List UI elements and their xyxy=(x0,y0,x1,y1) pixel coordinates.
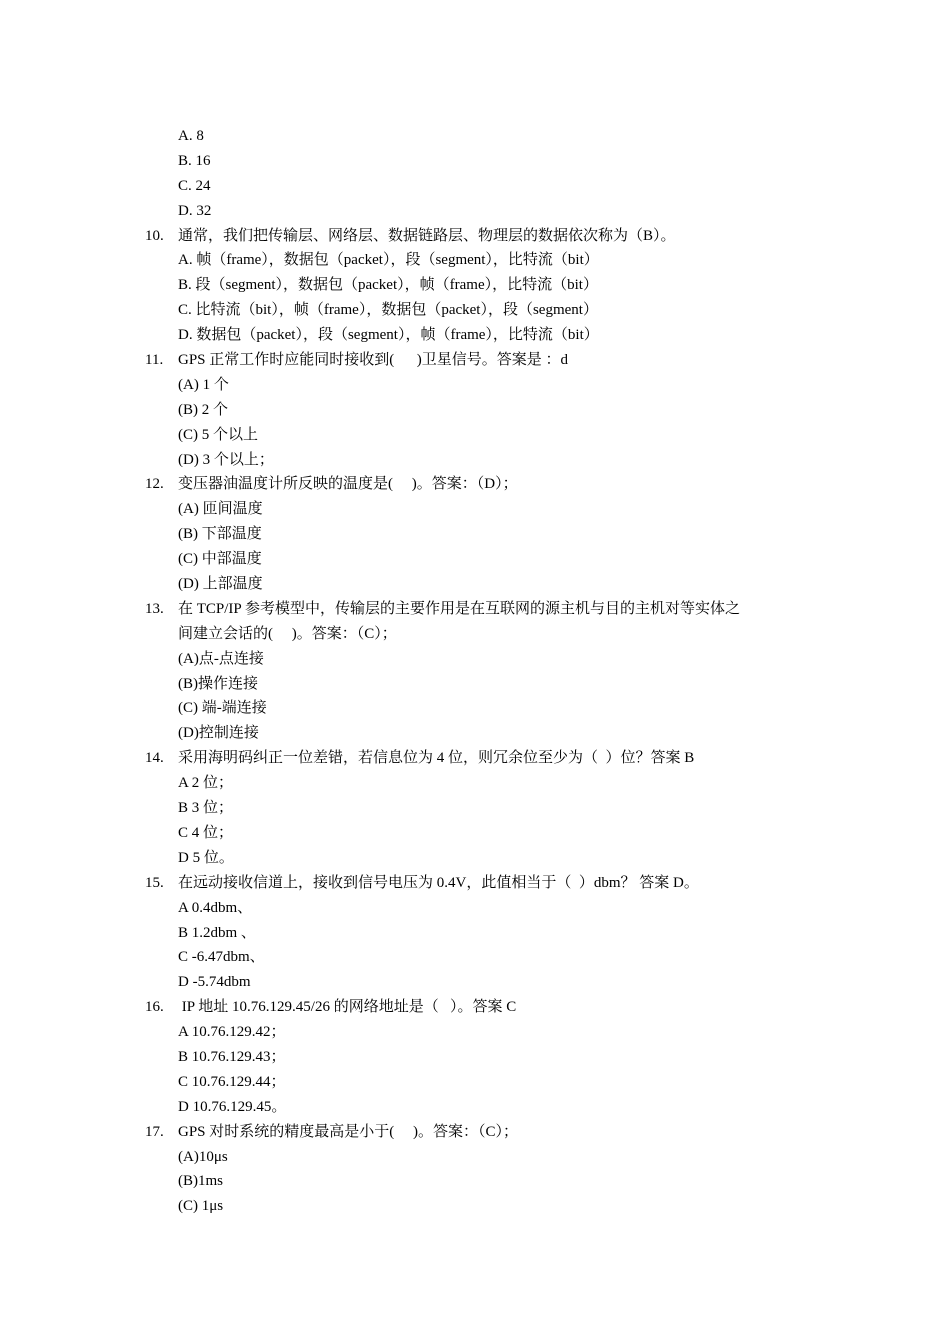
question-text: GPS 对时系统的精度最高是小于( )。答案：（C）； xyxy=(178,1123,519,1140)
option-line: (B) 2 个 xyxy=(178,401,228,418)
question-number: 10. xyxy=(145,227,164,244)
option-line: (B)1ms xyxy=(178,1173,223,1190)
option-line: (A)点-点连接 xyxy=(178,650,264,667)
question-number: 12. xyxy=(145,476,164,493)
option-line: D. 32 xyxy=(178,202,212,219)
option-line: (A) 1 个 xyxy=(178,376,229,393)
question-14 xyxy=(0,746,950,771)
option-line: A 0.4dbm、 xyxy=(178,899,253,916)
option-line: (B) 下部温度 xyxy=(178,526,262,543)
question-text: 通常，我们把传输层、网络层、数据链路层、物理层的数据依次称为（B）。 xyxy=(178,227,676,244)
option-line: B 3 位； xyxy=(178,800,234,817)
option-line: D 10.76.129.45。 xyxy=(178,1098,287,1115)
option-line: (B)操作连接 xyxy=(178,675,258,692)
question-16 xyxy=(0,995,950,1020)
question-text: 变压器油温度计所反映的温度是( )。答案：（D）； xyxy=(178,476,518,493)
option-line: A. 帧（frame），数据包（packet），段（segment），比特流（bit） xyxy=(178,252,599,269)
option-line: C. 24 xyxy=(178,177,211,194)
option-line: D -5.74dbm xyxy=(178,974,251,991)
option-line: D. 数据包（packet），段（segment），帧（frame），比特流（bit） xyxy=(178,327,599,344)
option-line: C 10.76.129.44； xyxy=(178,1073,286,1090)
question-number: 15. xyxy=(145,874,164,891)
question-15 xyxy=(0,871,950,896)
option-line: C. 比特流（bit），帧（frame），数据包（packet），段（segment） xyxy=(178,302,598,319)
option-line: B. 段（segment），数据包（packet），帧（frame），比特流（bit） xyxy=(178,277,598,294)
question-text: 在远动接收信道上，接收到信号电压为 0.4V，此值相当于（ ）dbm？ 答案 D。 xyxy=(178,874,699,891)
question-text: 在 TCP/IP 参考模型中，传输层的主要作用是在互联网的源主机与目的主机对等实体之 xyxy=(178,600,740,617)
question-12 xyxy=(0,472,950,497)
question-number: 16. xyxy=(145,999,164,1016)
option-line: C -6.47dbm、 xyxy=(178,949,265,966)
option-line: (C) 5 个以上 xyxy=(178,426,258,443)
option-line: (D) 3 个以上； xyxy=(178,451,274,468)
question-text: GPS 正常工作时应能同时接收到( )卫星信号。答案是 ：d xyxy=(178,352,569,369)
option-line: B 10.76.129.43； xyxy=(178,1048,286,1065)
option-line: B. 16 xyxy=(178,152,211,169)
document-page xyxy=(0,124,950,1219)
option-line: (C) 中部温度 xyxy=(178,551,262,568)
option-line: B 1.2dbm 、 xyxy=(178,924,256,941)
option-line: (C) 1μs xyxy=(178,1198,224,1215)
question-11 xyxy=(0,348,950,373)
option-line: (D)控制连接 xyxy=(178,725,259,742)
option-line: (A)10μs xyxy=(178,1148,228,1165)
question-13 xyxy=(0,597,950,622)
question-text-continued: 间建立会话的( )。答案：（C）； xyxy=(178,625,397,642)
option-line: C 4 位； xyxy=(178,824,234,841)
option-line: A 10.76.129.42； xyxy=(178,1024,286,1041)
option-line: A. 8 xyxy=(178,128,204,144)
question-number: 14. xyxy=(145,750,164,767)
question-10 xyxy=(0,224,950,249)
option-line: (D) 上部温度 xyxy=(178,576,263,593)
option-line: (C) 端-端连接 xyxy=(178,700,267,717)
question-number: 11. xyxy=(145,352,164,369)
question-text: 采用海明码纠正一位差错，若信息位为 4 位，则冗余位至少为（ ）位？答案 B xyxy=(178,750,695,767)
question-17 xyxy=(0,1120,950,1145)
option-line: D 5 位。 xyxy=(178,849,234,866)
option-line: (A) 匝间温度 xyxy=(178,501,263,518)
question-number: 13. xyxy=(145,600,164,617)
option-line: A 2 位； xyxy=(178,775,234,792)
question-text: IP 地址 10.76.129.45/26 的网络地址是（ ）。答案 C xyxy=(178,999,517,1016)
question-number: 17. xyxy=(145,1123,164,1140)
